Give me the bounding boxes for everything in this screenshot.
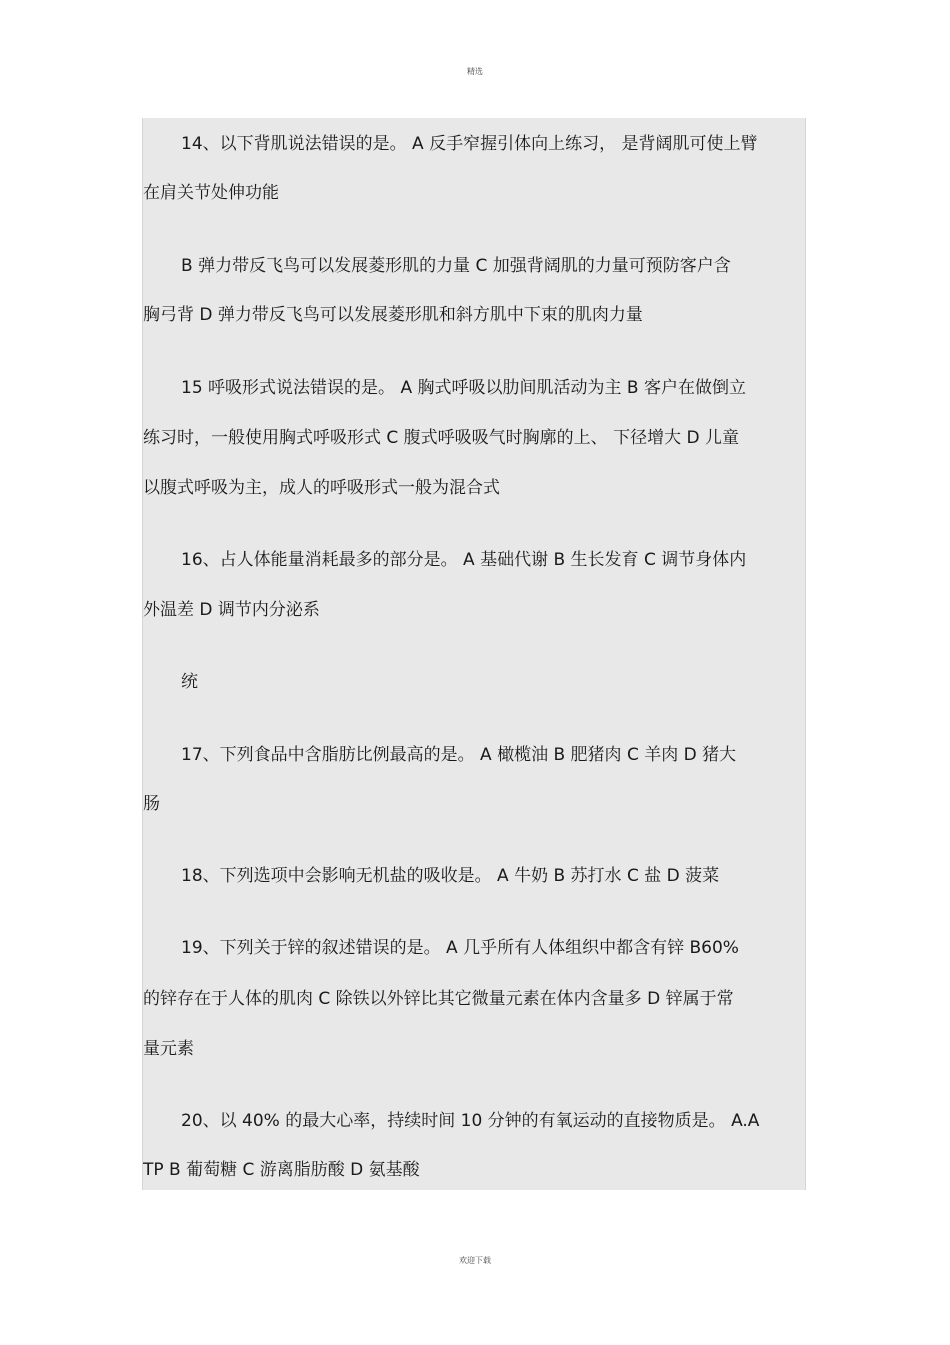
- question-17-line-2: 肠: [143, 794, 160, 814]
- question-20-line-1: 20、以 40% 的最大心率，持续时间 10 分钟的有氧运动的直接物质是。 A.A: [181, 1111, 760, 1131]
- question-15-line-2: 练习时，一般使用胸式呼吸形式 C 腹式呼吸吸气时胸廓的上、 下径增大 D 儿童: [143, 428, 739, 448]
- document-body: [142, 118, 806, 1190]
- question-16-line-3: 统: [181, 672, 198, 692]
- question-19-line-3: 量元素: [143, 1039, 194, 1059]
- question-16-line-1: 16、占人体能量消耗最多的部分是。 A 基础代谢 B 生长发育 C 调节身体内: [181, 550, 747, 570]
- question-19-line-2: 的锌存在于人体的肌肉 C 除铁以外锌比其它微量元素在体内含量多 D 锌属于常: [143, 989, 734, 1009]
- page-footer: 欢迎下载: [459, 1256, 491, 1265]
- page-header: 精选: [467, 67, 483, 76]
- question-17-line-1: 17、下列食品中含脂肪比例最高的是。 A 橄榄油 B 肥猪肉 C 羊肉 D 猪大: [181, 745, 737, 765]
- question-14-line-3: B 弹力带反飞鸟可以发展菱形肌的力量 C 加强背阔肌的力量可预防客户含: [181, 256, 731, 276]
- question-14-line-2: 在肩关节处伸功能: [143, 183, 279, 203]
- question-15-line-3: 以腹式呼吸为主，成人的呼吸形式一般为混合式: [143, 478, 500, 498]
- question-14-line-4: 胸弓背 D 弹力带反飞鸟可以发展菱形肌和斜方肌中下束的肌肉力量: [143, 305, 643, 325]
- question-14-line-1: 14、以下背肌说法错误的是。 A 反手窄握引体向上练习， 是背阔肌可使上臂: [181, 134, 758, 154]
- question-18-line-1: 18、下列选项中会影响无机盐的吸收是。 A 牛奶 B 苏打水 C 盐 D 菠菜: [181, 866, 720, 886]
- question-20-line-2: TP B 葡萄糖 C 游离脂肪酸 D 氨基酸: [143, 1160, 420, 1180]
- question-16-line-2: 外温差 D 调节内分泌系: [143, 600, 320, 620]
- question-15-line-1: 15 呼吸形式说法错误的是。 A 胸式呼吸以肋间肌活动为主 B 客户在做倒立: [181, 378, 746, 398]
- question-19-line-1: 19、下列关于锌的叙述错误的是。 A 几乎所有人体组织中都含有锌 B60%: [181, 938, 739, 958]
